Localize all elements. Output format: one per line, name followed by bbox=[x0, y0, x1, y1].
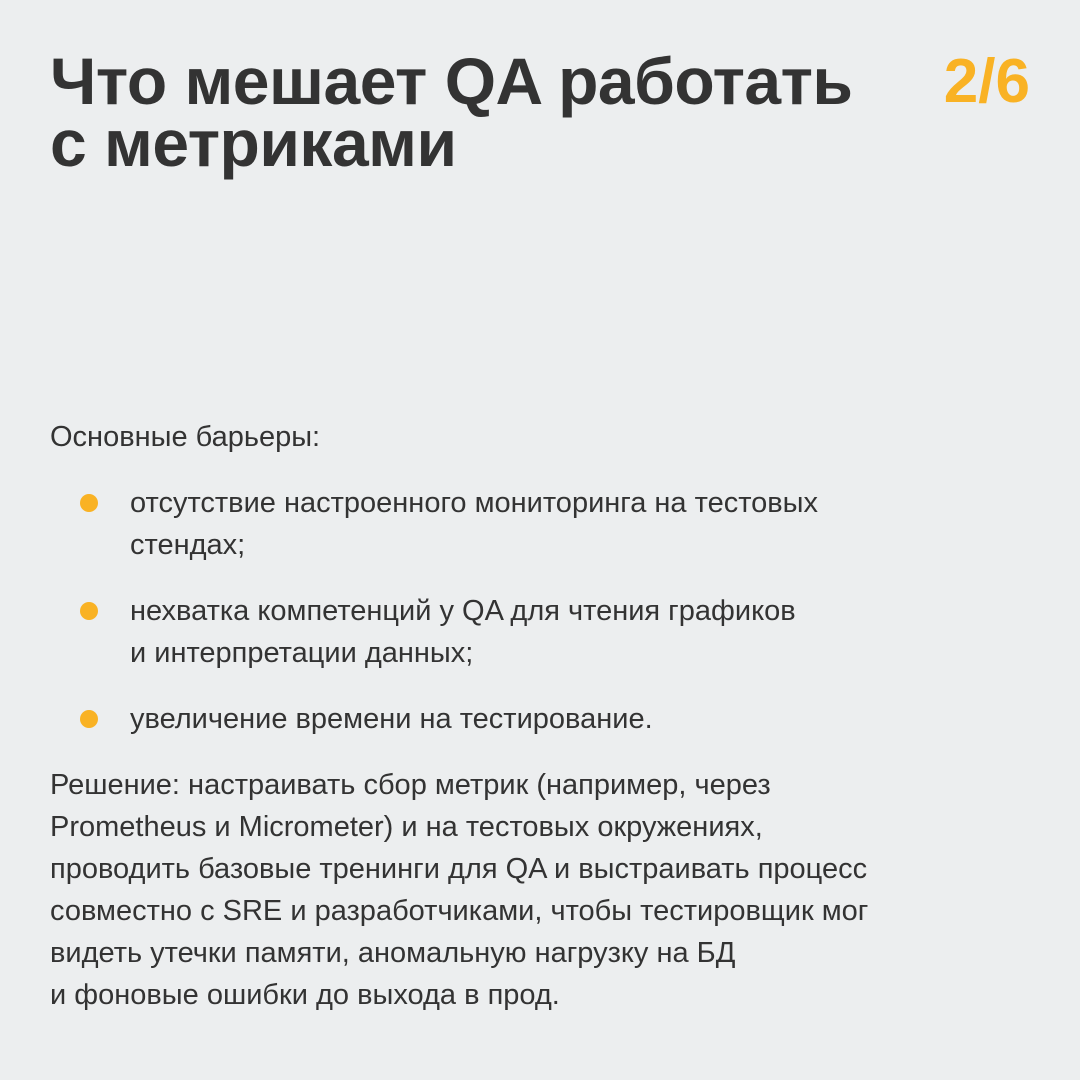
title-line: Что мешает QA работать bbox=[50, 44, 853, 118]
title-line: с метриками bbox=[50, 106, 457, 180]
solution-line: и фоновые ошибки до выхода в прод. bbox=[50, 979, 560, 1011]
page-title bbox=[50, 44, 870, 180]
solution-line: видеть утечки памяти, аномальную нагрузку на БД bbox=[50, 937, 736, 969]
list-item bbox=[50, 590, 1010, 674]
list-item-text: стендах; bbox=[130, 529, 246, 561]
slide-counter: 2/6 bbox=[943, 47, 1030, 116]
barrier-list bbox=[50, 482, 1010, 740]
list-item-text: и интерпретации данных; bbox=[130, 637, 474, 669]
list-item bbox=[50, 698, 1010, 740]
bullet-dot-icon bbox=[80, 710, 98, 728]
solution-line: Prometheus и Micrometer) и на тестовых окружениях, bbox=[50, 811, 763, 843]
intro-text: Основные барьеры: bbox=[50, 421, 321, 453]
bullet-dot-icon bbox=[80, 602, 98, 620]
slide-content bbox=[50, 416, 1010, 1016]
solution-line: проводить базовые тренинги для QA и выстраивать процесс bbox=[50, 853, 868, 885]
list-item-text: нехватка компетенций у QA для чтения графиков bbox=[130, 595, 796, 627]
list-item bbox=[50, 482, 1010, 566]
list-item-text: отсутствие настроенного мониторинга на тестовых bbox=[130, 487, 819, 519]
solution-line: совместно с SRE и разработчиками, чтобы тестировщик мог bbox=[50, 895, 869, 927]
bullet-dot-icon bbox=[80, 494, 98, 512]
solution-line: Решение: настраивать сбор метрик (например, через bbox=[50, 769, 771, 801]
list-item-text: увеличение времени на тестирование. bbox=[130, 703, 653, 735]
solution-paragraph bbox=[50, 764, 1010, 1016]
